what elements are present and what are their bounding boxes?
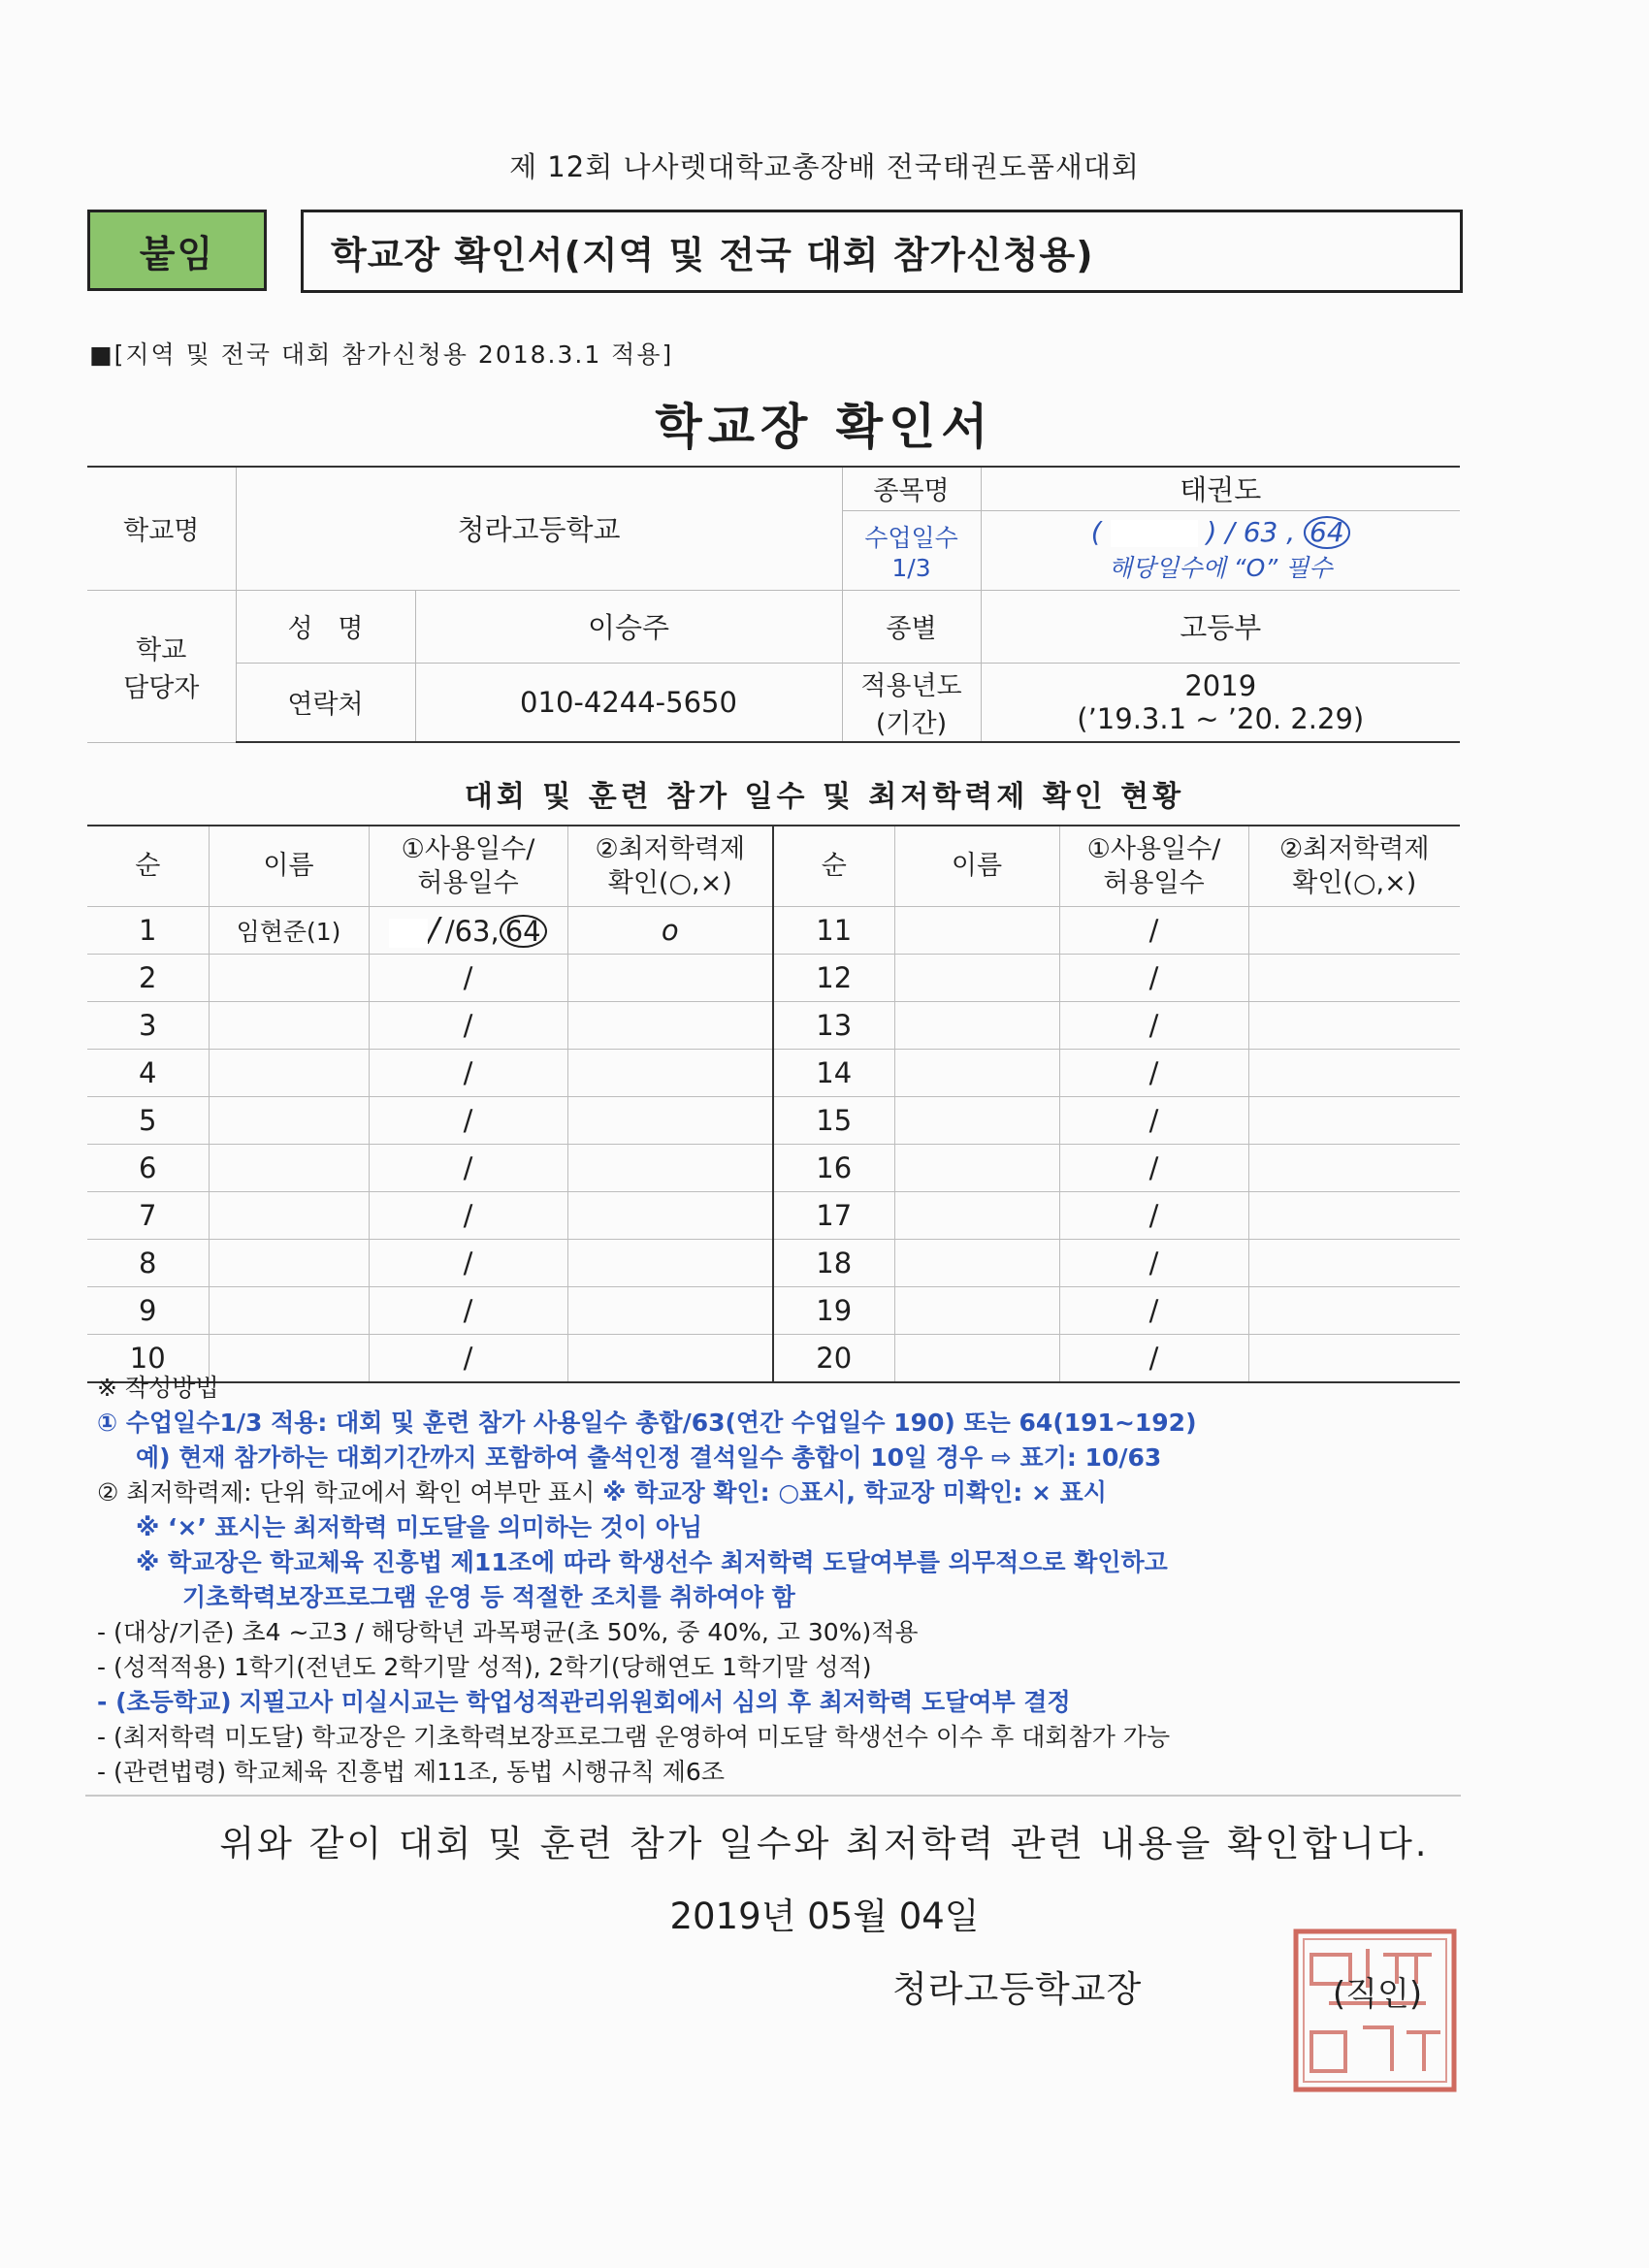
phone-label: 연락처: [236, 663, 415, 742]
divider: [85, 1795, 1461, 1797]
table-row: [87, 907, 1460, 955]
year-label: 적용년도 (기간): [842, 663, 981, 742]
days-note: 해당일수에 “O” 필수: [1108, 553, 1333, 582]
guide-heading: ※ 작성방법: [97, 1374, 219, 1402]
principal-signature-line: 청라고등학교장: [892, 1968, 1143, 2010]
table-row: 6 / 16 /: [87, 1145, 1460, 1192]
writing-guide: ※ 작성방법 ① 수업일수1/3 적용: 대회 및 훈련 참가 사용일수 총합/63(연간 수업일수 190) 또는 64(191~192) 예) 현재 참가하는 대회기간까지 포함하여 출석인정 결석일수 총합이 10일 경우 ⇨ 표기: 10/63 ② 최저학력제: 단위 학교에서 확인 여부만 표시 ※ 학교장 확인: ○표시, 학교장 미확인: × 표시 ※ ‘×’ 표시는 최저학력 미도달을 의미하는 것이 아님 ※ 학교장은 학교체육 진흥법 제11조에 따라 학생선수 최저학력 도달여부를 의무적으로 확인하고 기초학력보장프로그램 운영 등 적절한 조치를 취하여야 함 - (대상/기준) 초4 ~고3 / 해당학년 과목평균(초 50%, 중 40%, 고 30%)적용 - (성적적용) 1학기(전년도 2학기말 성적), 2학기(당해연도 1학기말 성적) - (초등학교) 지필고사 미실시교는 학업성적관리위원회에서 심의 후 최저학력 도달여부 결정 - (최저학력 미도달) 학교장은 기초학력보장프로그램 운영하여 미도달 학생선수 이수 후 대회참가 가능 - (관련법령) 학교체육 진흥법 제11조, 동법 시행규칙 제6조: [97, 1371, 1474, 1790]
col-no: 순: [87, 826, 209, 907]
issue-date: 2019년 05월 04일: [669, 1895, 980, 1937]
table-row: 3 / 13 /: [87, 1002, 1460, 1050]
attachment-badge: 붙임: [87, 210, 267, 291]
row-name: 임현준(1): [209, 907, 369, 955]
row-check: o: [567, 907, 773, 955]
document-title: 학교장 확인서: [655, 399, 994, 455]
participation-table: [87, 825, 1460, 1383]
col-min: ②최저학력제 확인(○,×): [1248, 826, 1460, 907]
seal-label: (직인): [1332, 1975, 1423, 2014]
section-title: 대회 및 훈련 참가 일수 및 최저학력제 확인 현황: [464, 780, 1185, 814]
table-row: 9 / 19 /: [87, 1287, 1460, 1335]
division-value: 고등부: [981, 590, 1460, 663]
school-name-value: 청라고등학교: [236, 467, 842, 590]
year-value: 2019 (’19.3.1 ~ ’20. 2.29): [981, 663, 1460, 742]
contact-name-value: 이승주: [415, 590, 842, 663]
row-days: /: [1059, 907, 1248, 955]
col-days: ①사용일수/ 허용일수: [1059, 826, 1248, 907]
table-row: 5 / 15 /: [87, 1097, 1460, 1145]
contact-name-label: 성 명: [236, 590, 415, 663]
table-row: 2 / 12 /: [87, 955, 1460, 1002]
table-row: 4 / 14 /: [87, 1050, 1460, 1097]
form-note: ■[지역 및 전국 대회 참가신청용 2018.3.1 적용]: [89, 340, 674, 369]
row-no: 11: [773, 907, 894, 955]
table-row: 7 / 17 /: [87, 1192, 1460, 1240]
confirm-statement: 위와 같이 대회 및 훈련 참가 일수와 최저학력 관련 내용을 확인합니다.: [219, 1823, 1430, 1864]
school-name-label: 학교명: [87, 467, 236, 590]
division-label: 종별: [842, 590, 981, 663]
sport-value: 태권도: [981, 467, 1460, 510]
event-title: 제 12회 나사렛대학교총장배 전국태권도품새대회: [509, 150, 1140, 183]
row-days: / /63, 64: [369, 907, 567, 955]
sport-label: 종목명: [842, 467, 981, 510]
class-days-label: 수업일수 1/3: [842, 510, 981, 590]
col-name: 이름: [209, 826, 369, 907]
form-title: 학교장 확인서(지역 및 전국 대회 참가신청용): [301, 210, 1463, 293]
table-row: 8 / 18 /: [87, 1240, 1460, 1287]
circled-64: 64: [1304, 516, 1350, 548]
col-no: 순: [773, 826, 894, 907]
table-row: 10 / 20 /: [87, 1335, 1460, 1383]
row-no: 1: [87, 907, 209, 955]
class-days-value: ( ) / 63 , 64 해당일수에 “O” 필수: [981, 510, 1460, 590]
col-days: ①사용일수/ 허용일수: [369, 826, 567, 907]
col-name: 이름: [894, 826, 1059, 907]
school-info-table: [87, 466, 1460, 743]
phone-value: 010-4244-5650: [415, 663, 842, 742]
contact-label: 학교 담당자: [87, 590, 236, 742]
col-min: ②최저학력제 확인(○,×): [567, 826, 773, 907]
